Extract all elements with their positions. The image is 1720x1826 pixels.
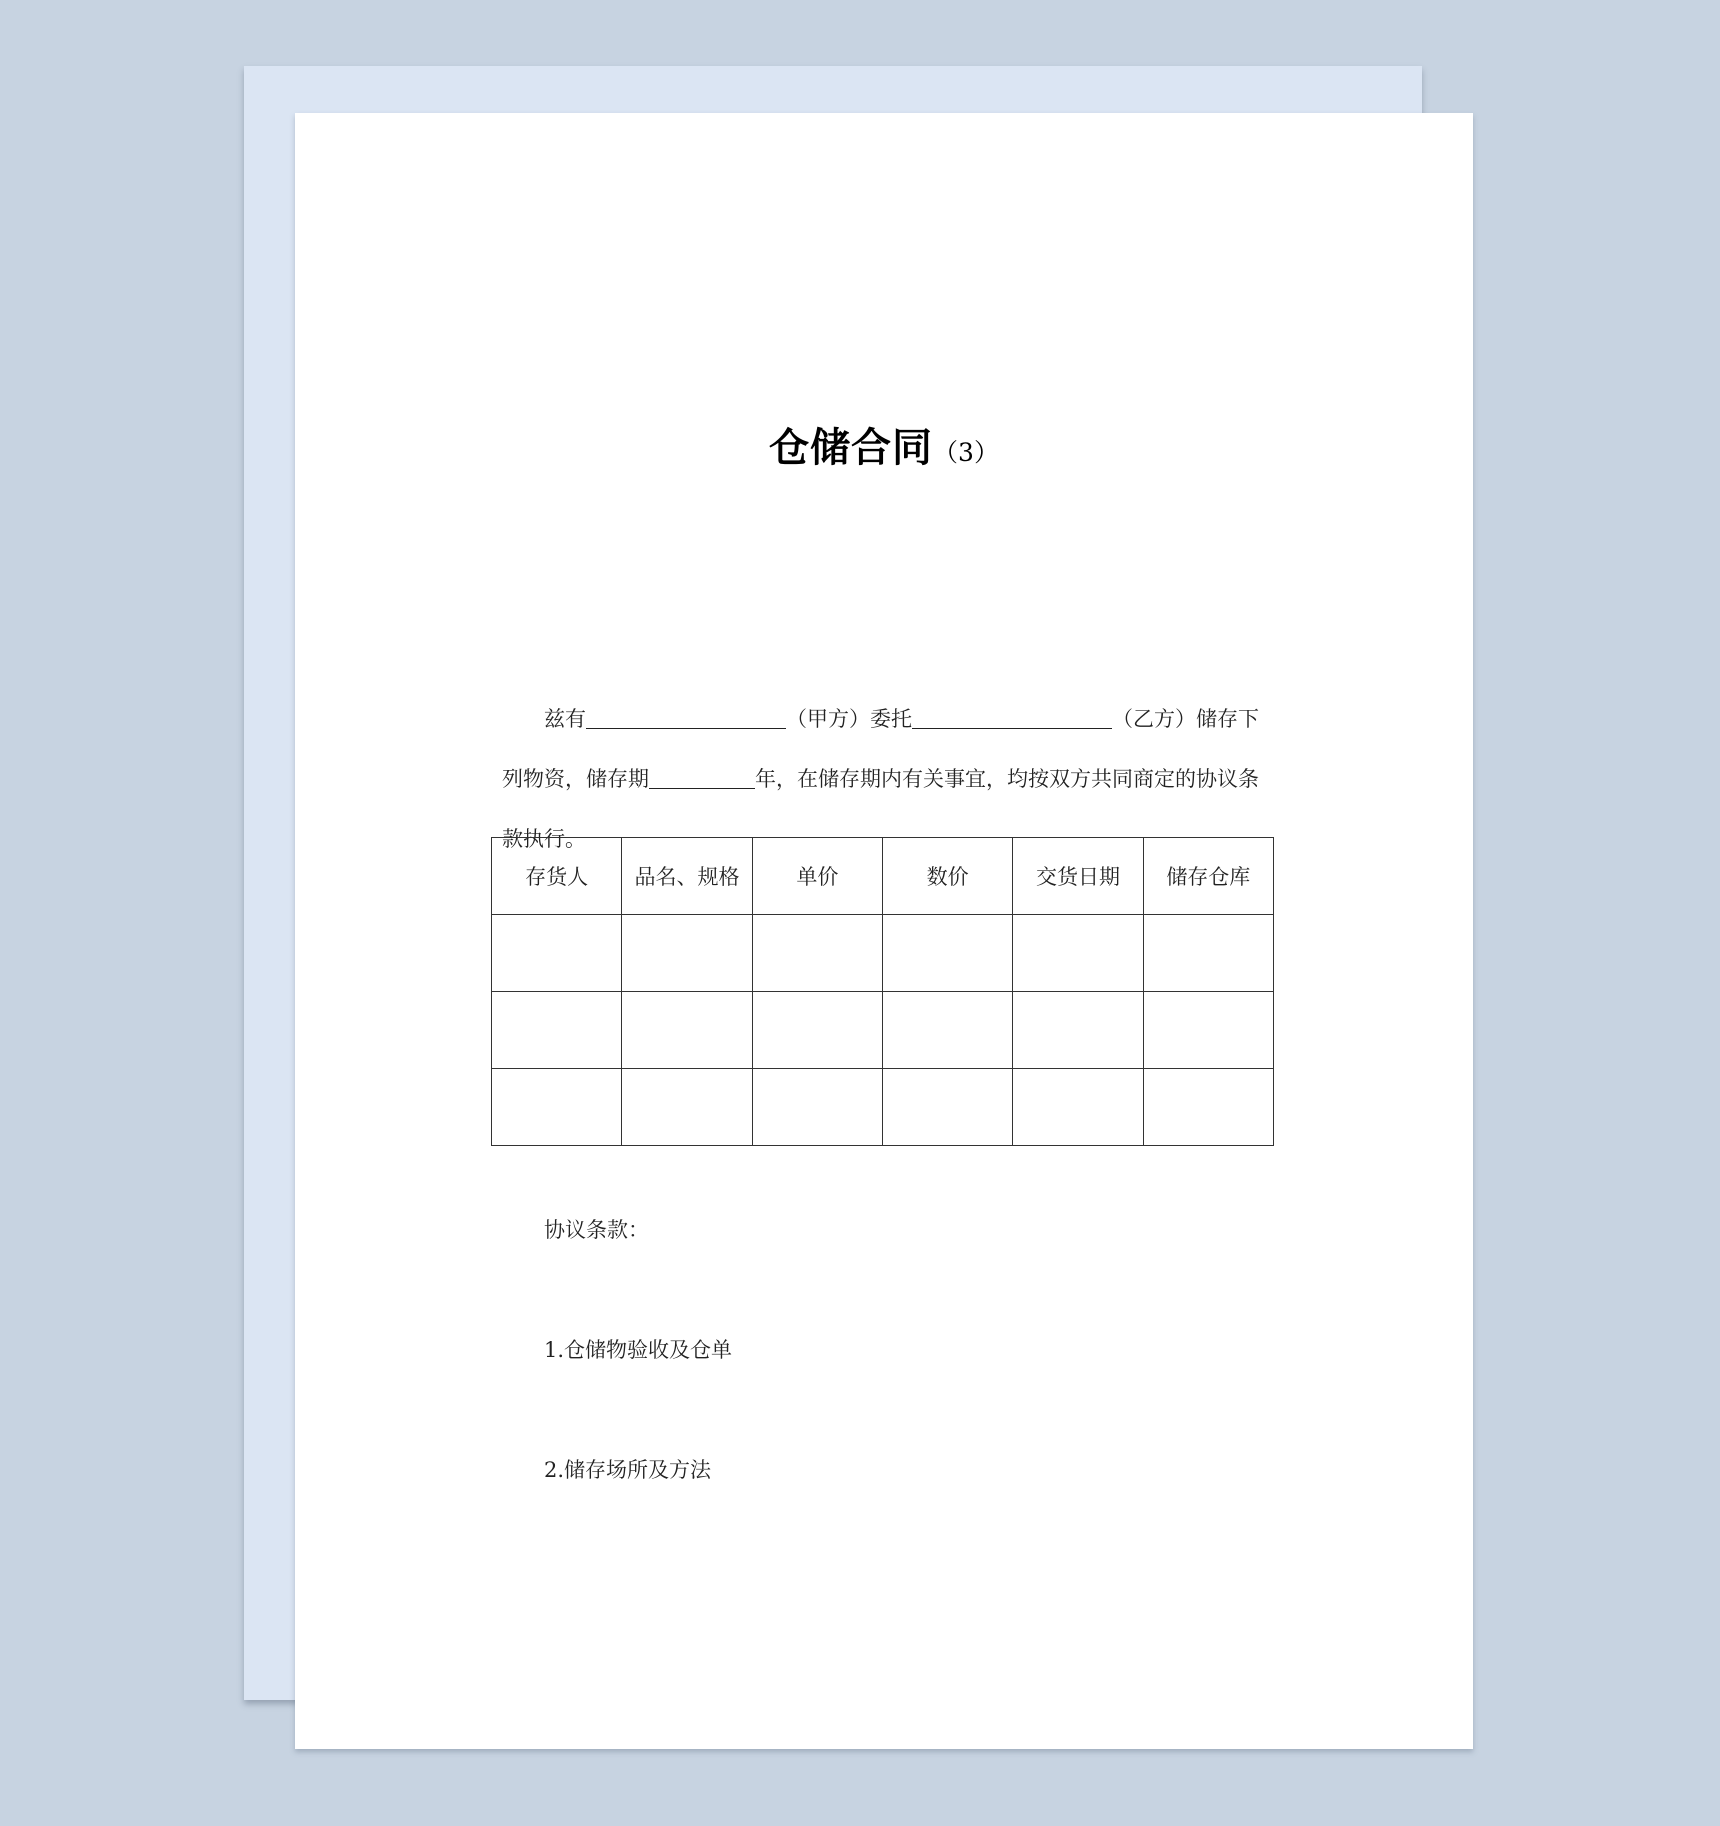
table-cell xyxy=(622,915,752,992)
page-title xyxy=(295,418,1473,486)
table-cell xyxy=(752,992,882,1069)
header-name-spec: 品名、规格 xyxy=(622,838,752,915)
terms-heading: 协议条款： xyxy=(544,1218,649,1242)
table-cell xyxy=(752,915,882,992)
table-cell xyxy=(1013,992,1143,1069)
goods-table xyxy=(491,837,1274,1146)
header-warehouse: 储存仓库 xyxy=(1143,838,1273,915)
header-quantity-price: 数价 xyxy=(883,838,1013,915)
table-row xyxy=(492,992,1274,1069)
table-cell xyxy=(1013,1069,1143,1146)
intro-text-3: 款执行。 xyxy=(502,827,586,851)
term-item-2: 2.储存场所及方法 xyxy=(544,1458,712,1482)
storage-term-blank xyxy=(649,764,755,789)
party-a-blank xyxy=(586,704,786,729)
table-cell xyxy=(883,1069,1013,1146)
party-b-blank xyxy=(912,704,1112,729)
table-cell xyxy=(622,992,752,1069)
title-main: 仓储合同 xyxy=(769,425,934,471)
header-delivery-date: 交货日期 xyxy=(1013,838,1143,915)
header-unit-price: 单价 xyxy=(752,838,882,915)
intro-line-2 xyxy=(502,749,1272,809)
intro-text-1c: （乙方）储存下 xyxy=(1112,707,1259,731)
table-cell xyxy=(492,1069,622,1146)
table-cell xyxy=(883,992,1013,1069)
intro-text-2b: 年，在储存期内有关事宜，均按双方共同商定的协议条 xyxy=(755,767,1259,791)
table-cell xyxy=(883,915,1013,992)
table-cell xyxy=(492,992,622,1069)
intro-text-2a: 列物资，储存期 xyxy=(502,767,649,791)
table-cell xyxy=(1143,915,1273,992)
table-row xyxy=(492,915,1274,992)
intro-text-1b: （甲方）委托 xyxy=(786,707,912,731)
term-item-1: 1.仓储物验收及仓单 xyxy=(544,1338,733,1362)
table-row xyxy=(492,1069,1274,1146)
table-cell xyxy=(1143,1069,1273,1146)
header-depositor: 存货人 xyxy=(492,838,622,915)
table-cell xyxy=(1143,992,1273,1069)
table-cell xyxy=(752,1069,882,1146)
intro-line-1 xyxy=(502,689,1272,749)
table-cell xyxy=(622,1069,752,1146)
title-suffix: （3） xyxy=(933,438,999,467)
intro-text-1a: 兹有 xyxy=(544,707,586,731)
table-cell xyxy=(1013,915,1143,992)
table-cell xyxy=(492,915,622,992)
table-header-row xyxy=(492,838,1274,915)
document-page xyxy=(295,113,1473,1749)
